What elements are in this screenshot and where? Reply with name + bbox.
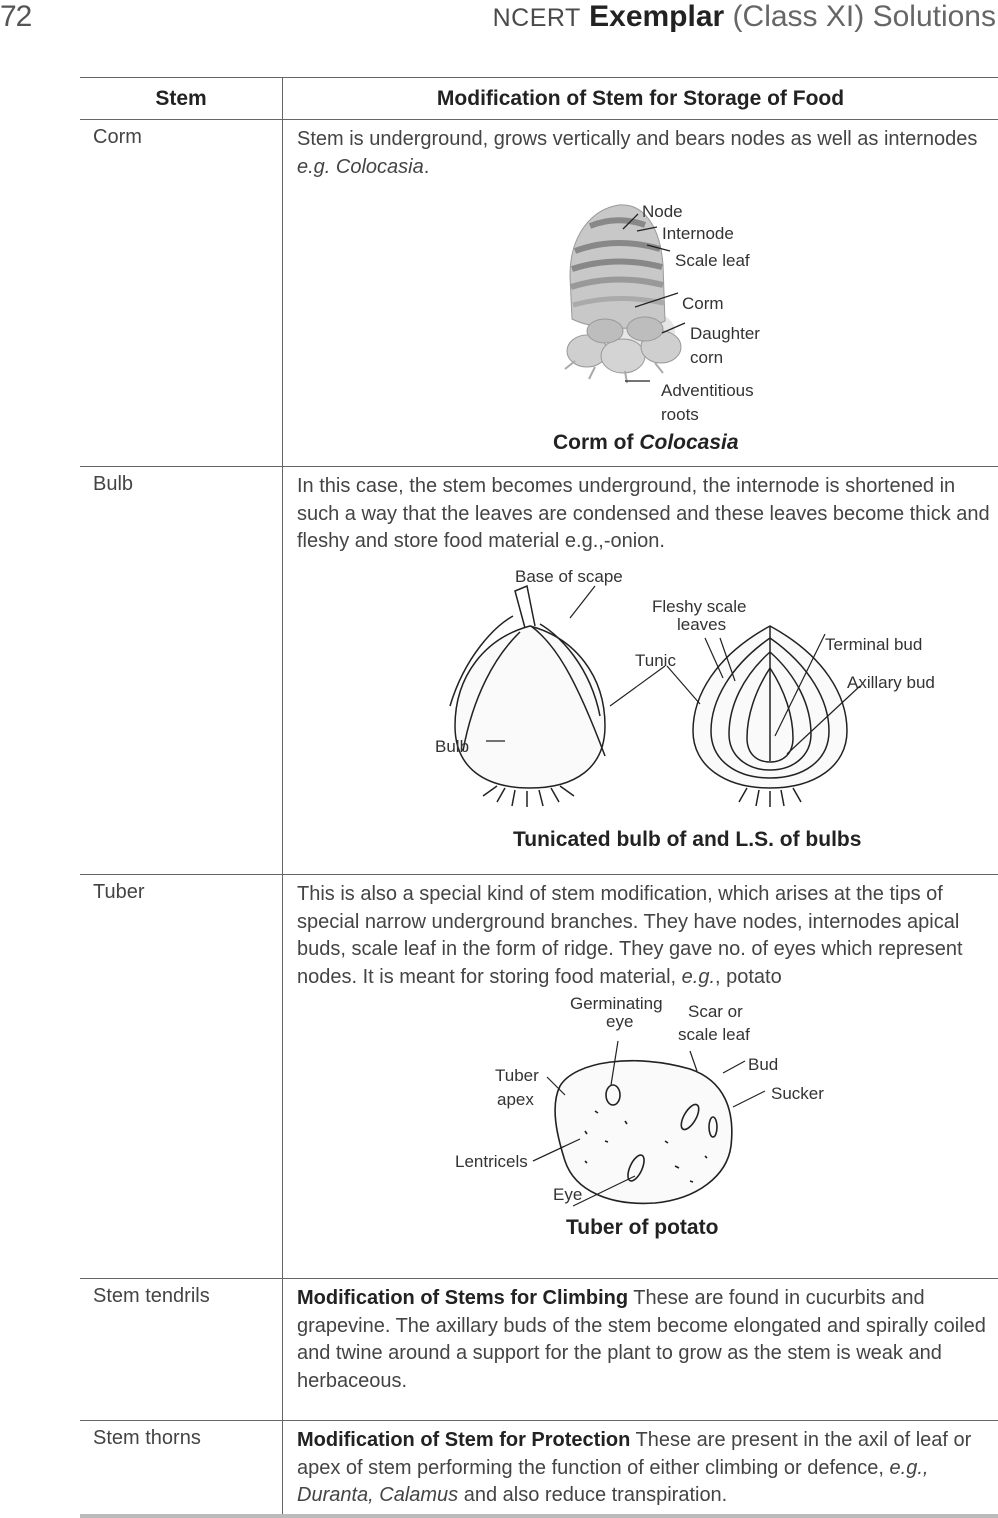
- description-text: Stem is underground, grows vertically and bears nodes as well as internodes e.g. Colocasia.: [297, 128, 978, 178]
- stem-name: Tuber: [80, 875, 283, 1279]
- figure-caption: Tuber of potato: [565, 1216, 718, 1239]
- table-row: [80, 120, 998, 467]
- label-roots: roots: [660, 405, 699, 424]
- description-text: Modification of Stems for Climbing These are found in cucurbits and grapevine. The axillary buds of the stem become elongated and spirally coiled and twine around a support for the plant to grow as the stem is weak and herbaceous.: [297, 1287, 986, 1392]
- book-prefix: NCERT: [492, 4, 581, 32]
- label-fleshy-scale: Fleshy scale: [651, 596, 746, 616]
- bulb-ls-illustration: [693, 626, 847, 807]
- label-scale-leaf: scale leaf: [677, 1025, 750, 1044]
- description-text: This is also a special kind of stem modification, which arises at the tips of special narrow underground branches. They have nodes, internodes apical buds, scale leaf in the form of ridge. They gave no. of eyes which represent nodes. It is meant for storing food material, e.g., potato: [297, 883, 963, 988]
- label-daughter: Daughter: [689, 324, 760, 343]
- description-text: Modification of Stem for Protection These are present in the axil of leaf or apex of stem performing the function of either climbing or defence, e.g., Duranta, Calamus and also reduce transpiration.: [297, 1429, 972, 1506]
- label-scar-or: Scar or: [687, 1002, 743, 1021]
- tuber-figure: [435, 991, 855, 1253]
- label-lentricels: Lentricels: [454, 1152, 528, 1171]
- label-daughter-corm: corn: [689, 348, 723, 367]
- book-suffix: Solutions: [872, 0, 996, 33]
- label-germinating-eye: eye: [605, 1012, 633, 1031]
- stem-modification-table: [80, 77, 998, 1518]
- label-node: Node: [641, 202, 683, 221]
- subheading: Modification of Stem for Protection: [297, 1429, 631, 1451]
- description-cell: [283, 875, 998, 1279]
- description-cell: [283, 1421, 998, 1516]
- label-adventitious: Adventitious: [660, 381, 754, 400]
- stem-name: Corm: [80, 120, 283, 467]
- bulb-figure: [355, 556, 935, 856]
- description-cell: [283, 1279, 998, 1421]
- potato-tuber-illustration: [552, 1061, 732, 1204]
- label-eye: Eye: [552, 1185, 582, 1204]
- stem-name: Stem tendrils: [80, 1279, 283, 1421]
- subheading: Modification of Stems for Climbing: [297, 1287, 629, 1309]
- book-title: Exemplar: [589, 0, 725, 33]
- label-apex: apex: [496, 1090, 534, 1109]
- label-bud: Bud: [747, 1055, 778, 1074]
- page-number: 72: [0, 0, 32, 33]
- book-class: (Class XI): [732, 0, 865, 33]
- tunicated-bulb-illustration: [450, 586, 605, 807]
- label-germinating: Germinating: [569, 994, 663, 1013]
- label-internode: Internode: [661, 224, 734, 243]
- label-tuber: Tuber: [494, 1066, 539, 1085]
- stem-name: Bulb: [80, 467, 283, 875]
- label-base-of-scape: Base of scape: [514, 566, 623, 586]
- description-text: In this case, the stem becomes underground, the internode is shortened in such a way that the leaves are condensed and these leaves become thick and fleshy and store food material e.g.,-onion.: [297, 475, 990, 552]
- running-header: [493, 0, 996, 34]
- table-row: [80, 467, 998, 875]
- label-bulb: Bulb: [434, 736, 469, 756]
- label-scale-leaf: Scale leaf: [674, 251, 750, 270]
- corm-figure: [495, 181, 795, 466]
- label-sucker: Sucker: [770, 1084, 824, 1103]
- column-header-modification: Modification of Stem for Storage of Food: [436, 86, 845, 110]
- label-leaves: leaves: [676, 614, 726, 634]
- stem-name: Stem thorns: [80, 1421, 283, 1516]
- label-corm: Corm: [681, 294, 724, 313]
- label-terminal-bud: Terminal bud: [824, 634, 922, 654]
- figure-caption: Tunicated bulb of and L.S. of bulbs: [512, 827, 861, 851]
- table-row: [80, 1279, 998, 1421]
- table-header-row: [80, 78, 998, 120]
- label-tunic: Tunic: [634, 650, 676, 670]
- description-cell: [283, 467, 998, 875]
- figure-caption: Corm of Colocasia: [552, 431, 739, 454]
- label-axillary-bud: Axillary bud: [846, 672, 935, 692]
- table-row: [80, 1421, 998, 1516]
- column-header-stem: Stem: [80, 78, 283, 120]
- description-cell: [283, 120, 998, 467]
- table-row: [80, 875, 998, 1279]
